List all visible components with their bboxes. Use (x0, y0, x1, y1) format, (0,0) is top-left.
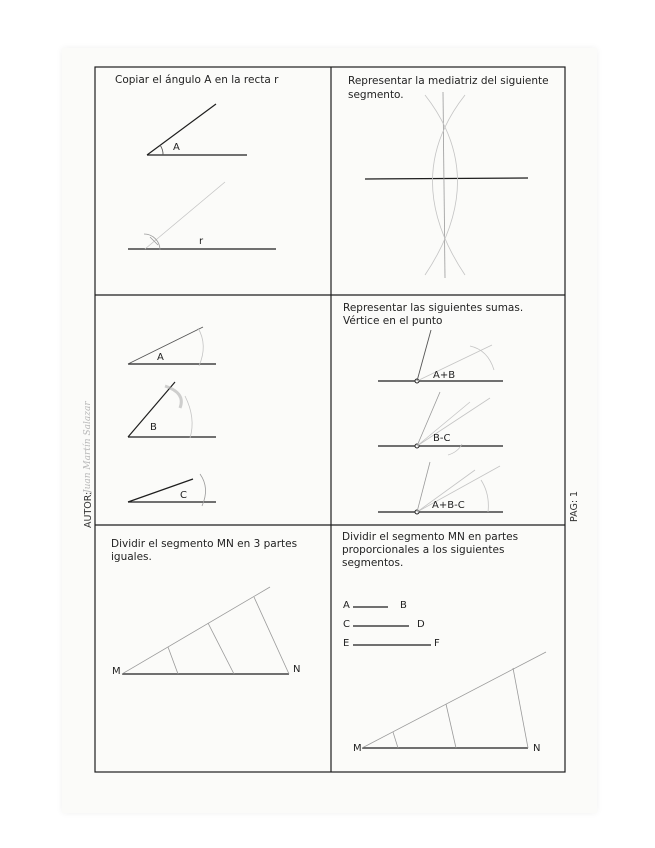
divide-prop-title-line1: Dividir el segmento MN en partes (342, 531, 519, 543)
grid-frame (95, 67, 565, 772)
label-m: M (112, 666, 121, 677)
sum1-label: A+B (433, 370, 456, 381)
exercise-angles (128, 327, 216, 506)
author-label: AUTOR: (83, 491, 94, 528)
perpendicular-bisector (443, 92, 445, 278)
seg-b-label: B (400, 600, 407, 611)
exercise-bisector (348, 75, 549, 278)
label-n: N (293, 664, 301, 675)
auxiliary-ray (122, 587, 270, 674)
angle-a2-label: A (157, 352, 164, 363)
sum3-label: A+B-C (432, 500, 465, 511)
seg-d-label: D (417, 619, 425, 630)
exercise-divide-proportional (342, 531, 546, 754)
author-signature: Juan Martín Salazar (83, 401, 93, 493)
worksheet-drawing (62, 48, 597, 813)
angle-c-label: C (180, 490, 187, 501)
seg-e-label: E (343, 638, 350, 649)
division-line-2 (208, 623, 234, 674)
sums-title-line1: Representar las siguientes sumas. (343, 302, 524, 314)
exercise-sums (343, 302, 523, 514)
copy-angle-title: Copiar el ángulo A en la recta r (115, 74, 279, 86)
sum2-label: B-C (433, 433, 451, 444)
label-n-2: N (533, 743, 541, 754)
divide-equal-title-line2: iguales. (111, 551, 152, 563)
prop-division-line-2 (446, 704, 456, 748)
prop-division-line-3 (513, 668, 528, 748)
divide-prop-title-line2: proporcionales a los siguientes (342, 544, 505, 556)
angle-a-side (147, 104, 216, 155)
angle-a-label: A (173, 142, 180, 153)
seg-a-label: A (343, 600, 350, 611)
outer-border (95, 67, 565, 772)
angle-a2-side (128, 327, 203, 364)
bisector-arc-right (425, 95, 458, 275)
bisector-arc-left (433, 95, 466, 275)
angle-b-arc (185, 396, 192, 438)
angle-b-shading (165, 386, 181, 408)
sum3-arc (481, 480, 488, 512)
auxiliary-ray-2 (362, 652, 546, 748)
sums-title-line2: Vértice en el punto (343, 315, 443, 327)
angle-c-arc (200, 474, 206, 506)
sum2-ray-2 (417, 398, 490, 446)
divide-prop-title-line3: segmentos. (342, 557, 404, 569)
copied-angle-side (145, 182, 225, 249)
bisector-title-line1: Representar la mediatriz del siguiente (348, 75, 549, 87)
division-line-1 (168, 647, 178, 674)
bisector-title-line2: segmento. (348, 89, 404, 101)
prop-division-line-1 (393, 732, 398, 748)
angle-b-label: B (150, 422, 157, 433)
exercise-copy-angle (115, 74, 279, 250)
angle-a-arc (160, 145, 163, 155)
divide-equal-title-line1: Dividir el segmento MN en 3 partes (111, 538, 298, 550)
exercise-divide-equal (111, 538, 300, 677)
angle-a2-arc (198, 328, 203, 366)
label-m-2: M (353, 743, 362, 754)
sum3-ray-1 (417, 462, 430, 512)
bisector-segment (365, 178, 528, 179)
seg-f-label: F (434, 638, 440, 649)
page-label: PAG: 1 (569, 490, 580, 522)
line-r-label: r (199, 236, 204, 247)
sum1-ray-1 (417, 330, 431, 381)
division-line-3 (254, 597, 289, 674)
seg-c-label: C (343, 619, 350, 630)
worksheet-page (62, 48, 597, 813)
